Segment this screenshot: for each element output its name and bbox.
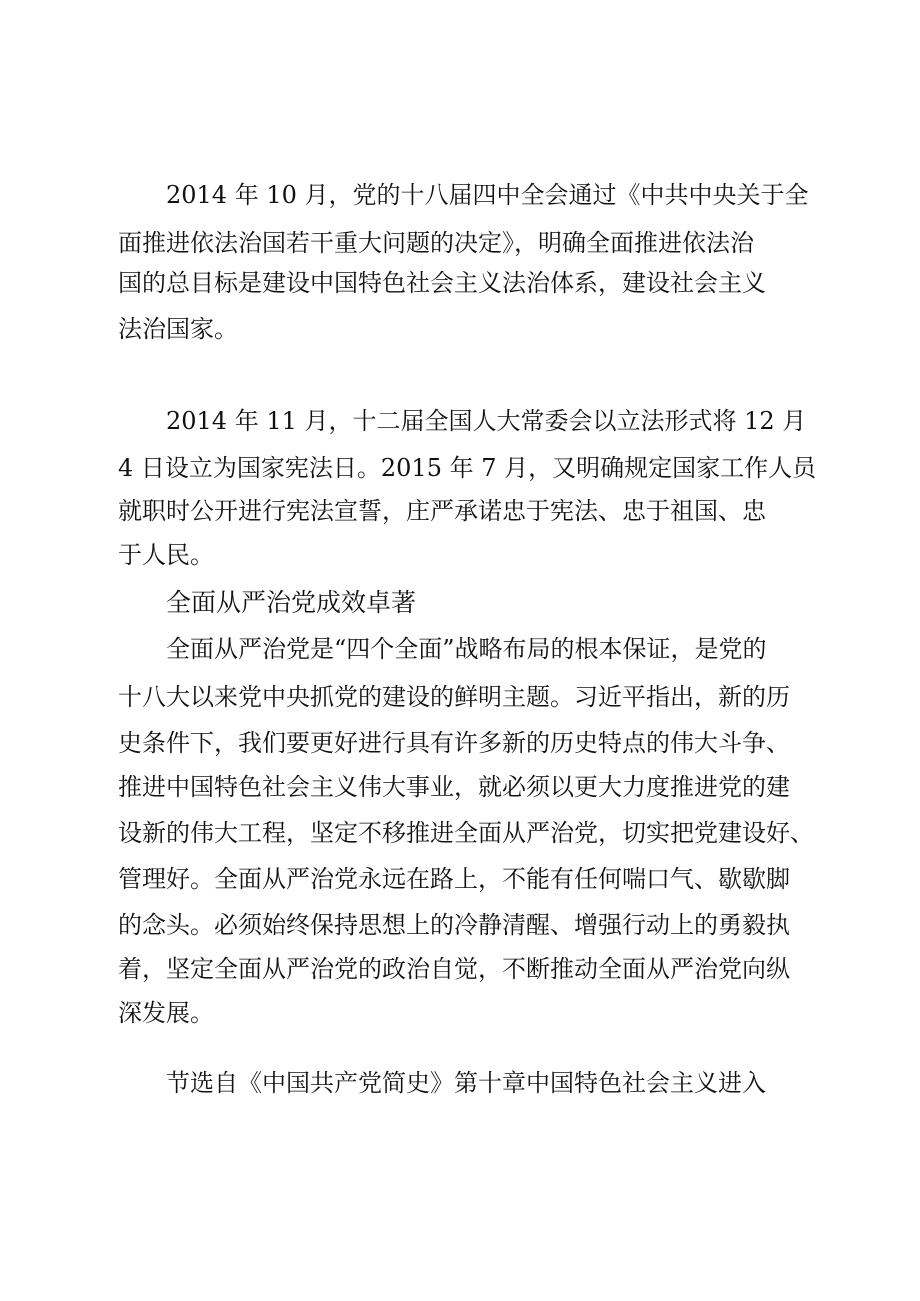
section-paragraph-line-2: 十八大以来党中央抓党的建设的鲜明主题。习近平指出，新的历 <box>118 683 790 711</box>
paragraph-1-line-1: 2014 年 10 月，党的十八届四中全会通过《中共中央关于全 <box>166 181 809 209</box>
paragraph-2-line-1: 2014 年 11 月，十二届全国人大常委会以立法形式将 12 月 <box>166 407 807 435</box>
paragraph-2-line-2: 4 日设立为国家宪法日。2015 年 7 月，又明确规定国家工作人员 <box>118 454 817 482</box>
paragraph-2-line-4: 于人民。 <box>118 541 214 569</box>
section-paragraph-line-5: 设新的伟大工程，坚定不移推进全面从严治党，切实把党建设好、 <box>118 819 814 847</box>
section-paragraph-line-4: 推进中国特色社会主义伟大事业，就必须以更大力度推进党的建 <box>118 773 790 801</box>
paragraph-1-line-3: 国的总目标是建设中国特色社会主义法治体系，建设社会主义 <box>118 269 766 297</box>
paragraph-1-line-4: 法治国家。 <box>118 315 238 343</box>
section-paragraph-line-7: 的念头。必须始终保持思想上的冷静清醒、增强行动上的勇毅执 <box>118 911 790 939</box>
paragraph-1-line-2: 面推进依法治国若干重大问题的决定》，明确全面推进依法治 <box>118 229 754 257</box>
paragraph-2-line-3: 就职时公开进行宪法宣誓，庄严承诺忠于宪法、忠于祖国、忠 <box>118 497 766 525</box>
section-paragraph-line-9: 深发展。 <box>118 999 214 1027</box>
section-paragraph-line-3: 史条件下，我们要更好进行具有许多新的历史特点的伟大斗争、 <box>118 729 790 757</box>
section-paragraph-line-6: 管理好。全面从严治党永远在路上，不能有任何喘口气、歇歇脚 <box>118 865 790 893</box>
section-paragraph-line-8: 着，坚定全面从严治党的政治自觉，不断推动全面从严治党向纵 <box>118 955 790 983</box>
section-heading: 全面从严治党成效卓著 <box>166 588 417 617</box>
source-note: 节选自《中国共产党简史》第十章中国特色社会主义进入 <box>166 1069 766 1097</box>
section-paragraph-line-1: 全面从严治党是“四个全面”战略布局的根本保证，是党的 <box>166 635 767 663</box>
